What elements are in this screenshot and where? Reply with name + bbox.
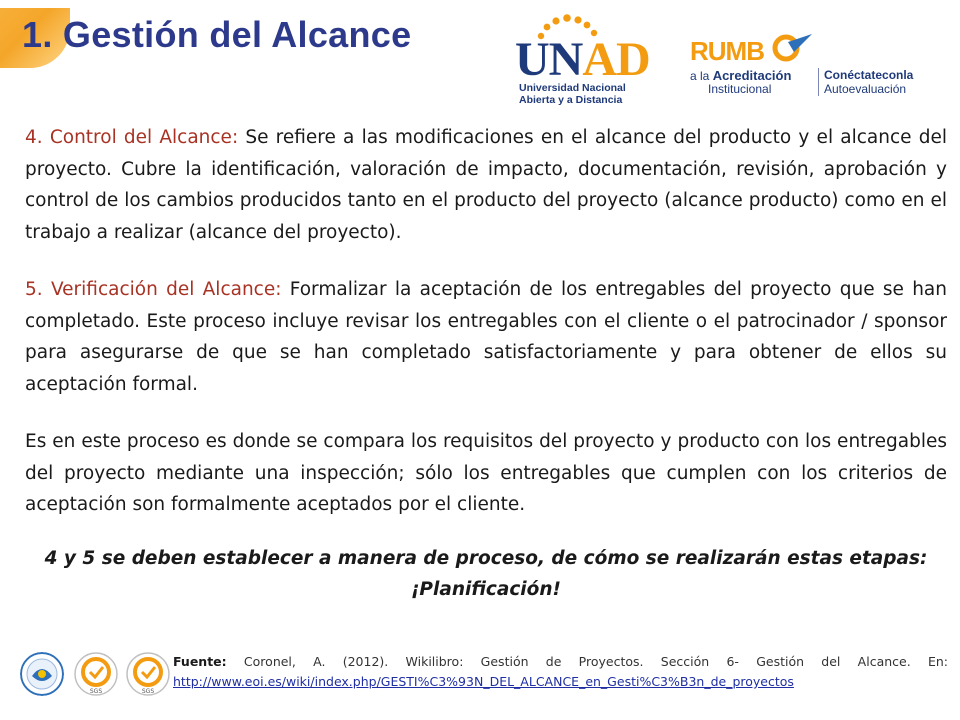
paragraph-heading: 4. Control del Alcance:: [25, 127, 239, 148]
rumbo-right-line-1: Conéctateconla: [824, 68, 914, 82]
conclusion-text: 4 y 5 se deben establecer a manera de proceso, de cómo se realizarán estas etapas: ¡Planificación!: [44, 547, 928, 600]
paragraph-text: Formalizar la aceptación de los entregables del proyecto que se han completado. Este proceso incluye revisar los entregables con el cliente o el patrocinador / sponsor para asegurarse de que se han completado satisfactoriamente y para obtener de ellos su aceptación formal.: [25, 279, 947, 395]
page-title: 1. Gestión del Alcance: [22, 14, 412, 55]
svg-text:SGS: SGS: [141, 688, 155, 695]
sgs-certification-icon: [74, 652, 118, 696]
rumbo-logo: [690, 36, 930, 100]
svg-text:SGS: SGS: [89, 688, 103, 695]
paragraph-proceso: [25, 426, 947, 521]
paragraph-text: Es en este proceso es donde se compara los requisitos del proyecto y producto con los entregables del proyecto mediante una inspección; sólo los entregables que cumplen con los criterios de aceptación son formalmente aceptados por el cliente.: [25, 431, 947, 515]
slide-body: [25, 122, 947, 605]
rumbo-tagline-2: Institucional: [708, 82, 772, 96]
footer-logos: [20, 650, 170, 702]
source-label: Fuente:: [173, 654, 227, 669]
rumbo-right-line-2: Autoevaluación: [824, 82, 907, 96]
source-citation: [173, 652, 948, 692]
title-area: [0, 0, 500, 80]
paragraph-verificacion-alcance: [25, 274, 947, 400]
unad-wordmark: UNAD: [515, 33, 650, 86]
rumbo-divider: [818, 68, 819, 96]
rumbo-wordmark: RUMB: [690, 36, 764, 66]
unad-logo: [515, 14, 650, 110]
source-text: Coronel, A. (2012). Wikilibro: Gestión de Proyectos. Sección 6- Gestión del Alcance. En:: [226, 654, 948, 669]
paragraph-text: Se refiere a las modificaciones en el alcance del producto y el alcance del proyecto. Cubre la identificación, valoración de impacto, documentación, revisión, aprobación y control de los cambios producidos tanto en el producto del proyecto (alcance producto) como en el trabajo a realizar (alcance del proyecto).: [25, 127, 947, 243]
source-link[interactable]: http://www.eoi.es/wiki/index.php/GESTI%C3%93N_DEL_ALCANCE_en_Gesti%C3%B3n_de_proyectos: [173, 674, 794, 689]
unad-subtitle: Universidad Nacional Abierta y a Distancia: [519, 82, 626, 106]
sgs-certification-icon: [126, 652, 170, 696]
paragraph-heading: 5. Verificación del Alcance:: [25, 279, 282, 300]
colombia-seal-icon: [20, 652, 64, 696]
compass-swoosh-icon: [768, 32, 814, 62]
rumbo-tagline-1: a la Acreditación: [690, 68, 792, 83]
paragraph-control-alcance: [25, 122, 947, 248]
